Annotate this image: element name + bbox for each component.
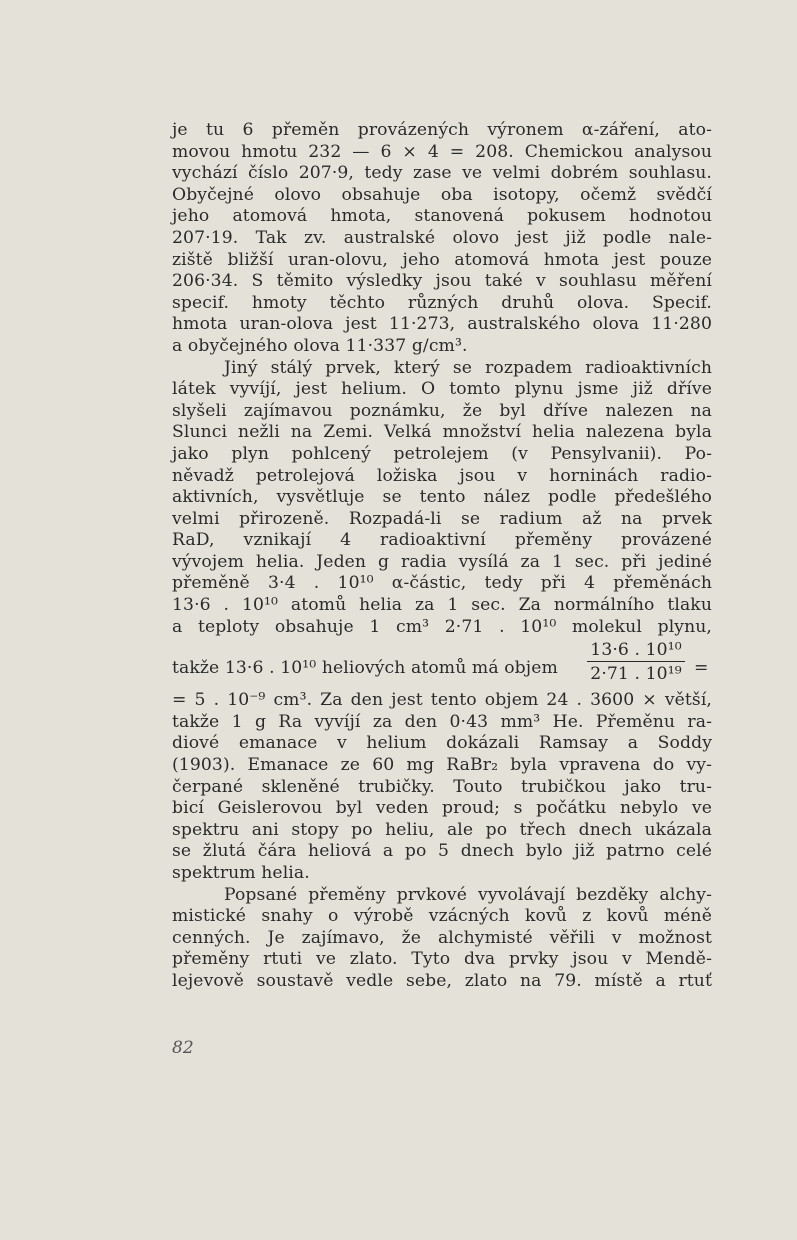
text-line: vychází číslo 207·9, tedy zase ve velmi dobrém souhlasu. (172, 163, 712, 184)
text-line: mistické snahy o výrobě vzácných kovů z kovů méně (172, 906, 712, 927)
text-line: movou hmotu 232 — 6 × 4 = 208. Chemickou analysou (172, 141, 712, 162)
text-line: je tu 6 přeměn provázených výronem α-záření, ato- (172, 120, 712, 140)
text-line: přeměně 3·4 . 10¹⁰ α-částic, tedy při 4 přeměnách (172, 573, 712, 594)
text-line: diové emanace v helium dokázali Ramsay a Soddy (172, 733, 712, 754)
text-line: velmi přirozeně. Rozpadá-li se radium až na prvek (172, 508, 712, 529)
text-line: 13·6 . 10¹⁰ atomů helia za 1 sec. Za normálního tlaku (172, 595, 712, 616)
text-line: = 5 . 10⁻⁹ cm³. Za den jest tento objem 24 . 3600 × větší, (172, 690, 712, 711)
text-line: Popsané přeměny prvkové vyvolávají bezděky alchy- (224, 884, 712, 905)
fraction-bar (587, 661, 685, 662)
page-number: 82 (172, 1038, 194, 1058)
text-line: (1903). Emanace ze 60 mg RaBr₂ byla vpravena do vy- (172, 755, 712, 776)
text-line: Jiný stálý prvek, který se rozpadem radioaktivních (224, 357, 712, 378)
text-line: hmota uran-olova jest 11·273, australského olova 11·280 (172, 314, 712, 335)
text-line: 206·34. S těmito výsledky jsou také v souhlasu měření (172, 271, 712, 292)
text-line: bicí Geislerovou byl veden proud; s počátku nebylo ve (172, 798, 712, 819)
text-line: aktivních, vysvětluje se tento nález podle předešlého (172, 487, 712, 508)
text-line: jako plyn pohlcený petrolejem (v Pensylvanii). Po- (172, 443, 712, 464)
text-line: jeho atomová hmota, stanovená pokusem hodnotou (172, 206, 712, 227)
fraction-lead-text: takže 13·6 . 10¹⁰ heliových atomů má objem (172, 658, 558, 679)
text-line: lejevově soustavě vedle sebe, zlato na 79. místě a rtuť (172, 970, 712, 991)
fraction-equals: = (694, 658, 709, 679)
text-line: specif. hmoty těchto různých druhů olova. Specif. (172, 292, 712, 313)
body-text (172, 120, 712, 993)
text-line: RaD, vznikají 4 radioaktivní přeměny provázené (172, 530, 712, 551)
text-line: látek vyvíjí, jest helium. O tomto plynu jsme již dříve (172, 379, 712, 400)
fraction-numerator: 13·6 . 10¹⁰ (590, 640, 682, 661)
text-line: a obyčejného olova 11·337 g/cm³. (172, 335, 468, 356)
text-line: čerpané skleněné trubičky. Touto trubičkou jako tru- (172, 776, 712, 797)
text-line: Obyčejné olovo obsahuje oba isotopy, očemž svědčí (172, 184, 712, 205)
fraction-denominator: 2·71 . 10¹⁹ (590, 664, 682, 685)
text-line: cenných. Je zajímavo, že alchymisté věřili v možnost (172, 927, 712, 948)
text-line: takže 1 g Ra vyvíjí za den 0·43 mm³ He. Přeměnu ra- (172, 711, 712, 732)
fraction (587, 640, 685, 684)
fraction-line (172, 638, 712, 690)
text-line: něvadž petrolejová ložiska jsou v horninách radio- (172, 465, 712, 486)
text-line: se žlutá čára heliová a po 5 dnech bylo již patrno celé (172, 841, 712, 862)
text-line: slyšeli zajímavou poznámku, že byl dříve nalezen na (172, 400, 712, 421)
text-line: spektru ani stopy po heliu, ale po třech dnech ukázala (172, 819, 712, 840)
text-line: vývojem helia. Jeden g radia vysílá za 1 sec. při jediné (172, 551, 712, 572)
text-line: Slunci nežli na Zemi. Velká množství helia nalezena byla (172, 422, 712, 443)
text-line: přeměny rtuti ve zlato. Tyto dva prvky jsou v Mendě- (172, 949, 712, 970)
text-line: spektrum helia. (172, 863, 310, 883)
text-line: a teploty obsahuje 1 cm³ 2·71 . 10¹⁰ molekul plynu, (172, 616, 712, 637)
text-line: ziště bližší uran-olovu, jeho atomová hmota jest pouze (172, 249, 712, 270)
text-line: 207·19. Tak zv. australské olovo jest již podle nale- (172, 227, 712, 248)
